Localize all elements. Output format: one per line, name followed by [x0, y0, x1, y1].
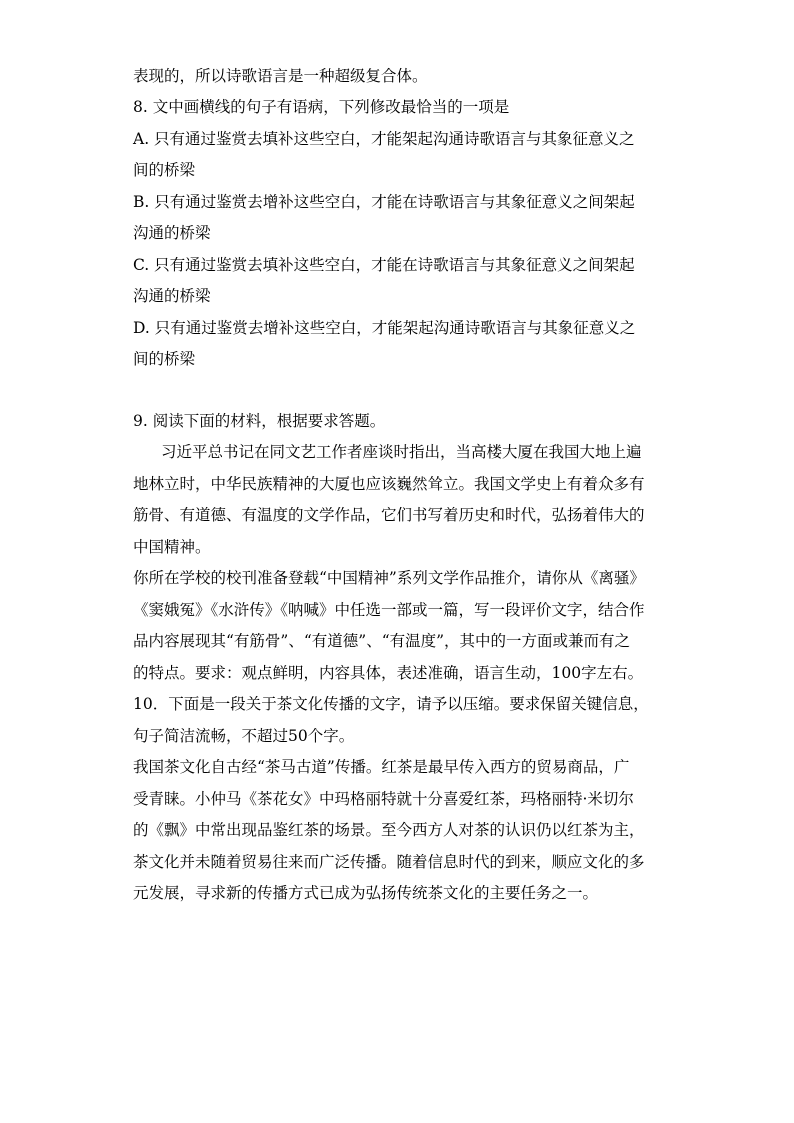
q9-task-line: 你所在学校的校刊准备登载“中国精神”系列文学作品推介，请你从《离骚》	[133, 569, 645, 587]
q8-option-c-line1: C. 只有通过鉴赏去填补这些空白，才能在诗歌语言与其象征意义之间架起	[133, 256, 635, 274]
q8-option-a-line2: 间的桥梁	[133, 161, 196, 179]
q8-option-b-line2: 沟通的桥梁	[133, 224, 211, 242]
q9-task-line: 的特点。要求：观点鲜明，内容具体，表述准确，语言生动，100字左右。	[133, 664, 644, 682]
q9-task-line: 《窦娥冤》《水浒传》《呐喊》中任选一部或一篇，写一段评价文字，结合作	[133, 601, 645, 619]
q9-material-line: 筋骨、有道德、有温度的文学作品，它们书写着历史和时代，弘扬着伟大的	[133, 506, 645, 524]
q8-option-d-line2: 间的桥梁	[133, 350, 196, 368]
q10-stem-line: 10．下面是一段关于茶文化传播的文字，请予以压缩。要求保留关键信息，	[133, 695, 649, 713]
q8-option-a-line1: A. 只有通过鉴赏去填补这些空白，才能架起沟通诗歌语言与其象征意义之	[133, 130, 635, 148]
q10-passage-line: 我国茶文化自古经“茶马古道”传播。红茶是最早传入西方的贸易商品，广	[133, 758, 630, 776]
q9-material-line: 习近平总书记在同文艺工作者座谈时指出，当高楼大厦在我国大地上遍	[161, 443, 642, 461]
q8-option-d-line1: D. 只有通过鉴赏去增补这些空白，才能架起沟通诗歌语言与其象征意义之	[133, 319, 636, 337]
q8-stem: 8. 文中画横线的句子有语病，下列修改最恰当的一项是	[133, 98, 510, 116]
q10-passage-line: 元发展，寻求新的传播方式已成为弘扬传统茶文化的主要任务之一。	[133, 884, 599, 902]
q8-option-c-line2: 沟通的桥梁	[133, 287, 211, 305]
q7-tail-line: 表现的，所以诗歌语言是一种超级复合体。	[133, 67, 428, 85]
q10-passage-line: 的《飘》中常出现品鉴红茶的场景。至今西方人对茶的认识仍以红茶为主，	[133, 821, 645, 839]
q10-passage-line: 受青睐。小仲马《茶花女》中玛格丽特就十分喜爱红茶，玛格丽特·米切尔	[133, 790, 634, 808]
q10-passage-line: 茶文化并未随着贸易往来而广泛传播。随着信息时代的到来，顺应文化的多	[133, 853, 645, 871]
q8-option-b-line1: B. 只有通过鉴赏去增补这些空白，才能在诗歌语言与其象征意义之间架起	[133, 193, 635, 211]
q10-stem-line: 句子简洁流畅，不超过50个字。	[133, 727, 355, 745]
q9-task-line: 品内容展现其“有筋骨”、“有道德”、“有温度”，其中的一方面或兼而有之	[133, 632, 631, 650]
q9-stem: 9. 阅读下面的材料，根据要求答题。	[133, 412, 386, 430]
q9-material-line: 中国精神。	[133, 538, 211, 556]
q9-material-line: 地林立时，中华民族精神的大厦也应该巍然耸立。我国文学史上有着众多有	[133, 475, 645, 493]
